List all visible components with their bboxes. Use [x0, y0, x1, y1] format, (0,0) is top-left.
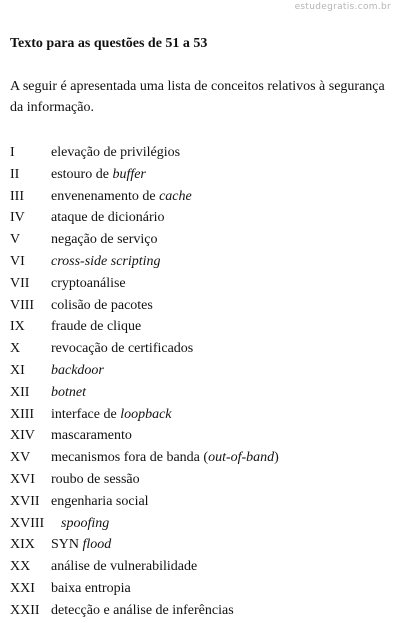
list-item — [10, 339, 403, 361]
list-item — [10, 361, 403, 383]
list-item-number: XV — [10, 450, 31, 466]
text-segment: cryptoanálise — [51, 275, 126, 291]
list-item-number: V — [10, 232, 21, 248]
list-item-number: XI — [10, 362, 25, 378]
site-watermark: estudegratis.com.br — [294, 2, 391, 12]
list-item — [10, 187, 403, 209]
list-item-number: XXII — [10, 602, 40, 618]
list-item-number: XIV — [10, 428, 35, 444]
italic-term: botnet — [51, 384, 86, 400]
list-item-text — [51, 274, 126, 294]
list-item-number: XIII — [10, 406, 35, 422]
list-item — [10, 492, 403, 514]
text-segment: análise de vulnerabilidade — [51, 559, 198, 575]
text-segment: estouro de — [51, 166, 113, 182]
list-item-number: II — [10, 166, 20, 182]
list-item-text — [51, 187, 192, 207]
list-item-number: IV — [10, 210, 25, 226]
italic-term: spoofing — [61, 515, 110, 531]
list-item-text — [51, 339, 193, 359]
list-item-text — [61, 514, 109, 534]
text-segment: detecção e análise de inferências — [51, 602, 234, 618]
list-item-text — [51, 143, 180, 163]
text-segment: ataque de dicionário — [51, 210, 165, 226]
list-item — [10, 252, 403, 274]
list-item-text — [51, 361, 104, 381]
text-segment: ) — [274, 450, 279, 466]
list-item-text — [51, 230, 158, 250]
list-item — [10, 426, 403, 448]
list-item-number: VII — [10, 275, 30, 291]
list-item-text — [51, 165, 146, 185]
list-item-number: IX — [10, 319, 25, 335]
list-item-text — [51, 296, 153, 316]
list-item-number: VI — [10, 253, 25, 269]
list-item-number: XII — [10, 384, 30, 400]
list-item — [10, 165, 403, 187]
list-item-number: I — [10, 145, 15, 160]
text-segment: SYN — [51, 537, 83, 553]
list-item-text — [51, 252, 161, 272]
list-item — [10, 470, 403, 492]
list-item-text — [51, 426, 132, 446]
list-item — [10, 448, 403, 470]
list-item-text — [51, 557, 197, 577]
list-item-text — [51, 470, 140, 490]
italic-term: cache — [159, 188, 192, 204]
italic-term: buffer — [112, 166, 146, 182]
text-segment: colisão de pacotes — [51, 297, 153, 313]
italic-term: loopback — [120, 406, 172, 422]
text-segment: baixa entropia — [51, 580, 131, 596]
list-item-text — [51, 448, 279, 468]
list-item-number: XVIII — [10, 515, 45, 531]
list-item — [10, 535, 403, 557]
list-item — [10, 296, 403, 318]
list-item-number: III — [10, 188, 24, 204]
list-item — [10, 143, 403, 165]
list-item-number: X — [10, 341, 21, 357]
text-segment: interface de — [51, 406, 121, 422]
text-segment: envenenamento de — [51, 188, 160, 204]
concept-list — [10, 143, 403, 623]
list-item-number: XX — [10, 559, 31, 575]
italic-term: cross-side scripting — [51, 253, 161, 269]
list-item-text — [51, 317, 141, 337]
intro-line-1: A seguir é apresentada uma lista de conceitos relativos à segurança — [10, 79, 385, 94]
list-item-number: XIX — [10, 537, 35, 553]
list-item-text — [51, 492, 149, 512]
italic-term: flood — [82, 537, 112, 553]
text-segment: roubo de sessão — [51, 471, 140, 487]
list-item — [10, 274, 403, 296]
list-item-number: XXI — [10, 580, 35, 596]
section-title: Texto para as questões de 51 a 53 — [10, 36, 208, 51]
text-segment: mascaramento — [51, 428, 132, 444]
list-item — [10, 208, 403, 230]
list-item — [10, 557, 403, 579]
list-item — [10, 514, 403, 536]
intro-line-2: da informação. — [10, 100, 94, 115]
list-item-text — [51, 579, 131, 599]
italic-term: backdoor — [51, 362, 104, 378]
text-segment: mecanismos fora de banda ( — [51, 450, 209, 466]
list-item — [10, 601, 403, 623]
text-segment: revocação de certificados — [51, 341, 194, 357]
list-item-text — [51, 535, 111, 555]
text-segment: negação de serviço — [51, 232, 158, 248]
text-segment: elevação de privilégios — [51, 145, 181, 160]
list-item-text — [51, 208, 165, 228]
list-item — [10, 317, 403, 339]
list-item — [10, 383, 403, 405]
list-item — [10, 405, 403, 427]
italic-term: out-of-band — [208, 450, 275, 466]
intro-paragraph — [10, 76, 403, 118]
list-item — [10, 230, 403, 252]
list-item-number: VIII — [10, 297, 35, 313]
text-segment: fraude de clique — [51, 319, 142, 335]
list-item-number: XVI — [10, 471, 35, 487]
text-segment: engenharia social — [51, 493, 149, 509]
list-item — [10, 579, 403, 601]
list-item-text — [51, 383, 86, 403]
list-item-number: XVII — [10, 493, 40, 509]
list-item-text — [51, 405, 172, 425]
